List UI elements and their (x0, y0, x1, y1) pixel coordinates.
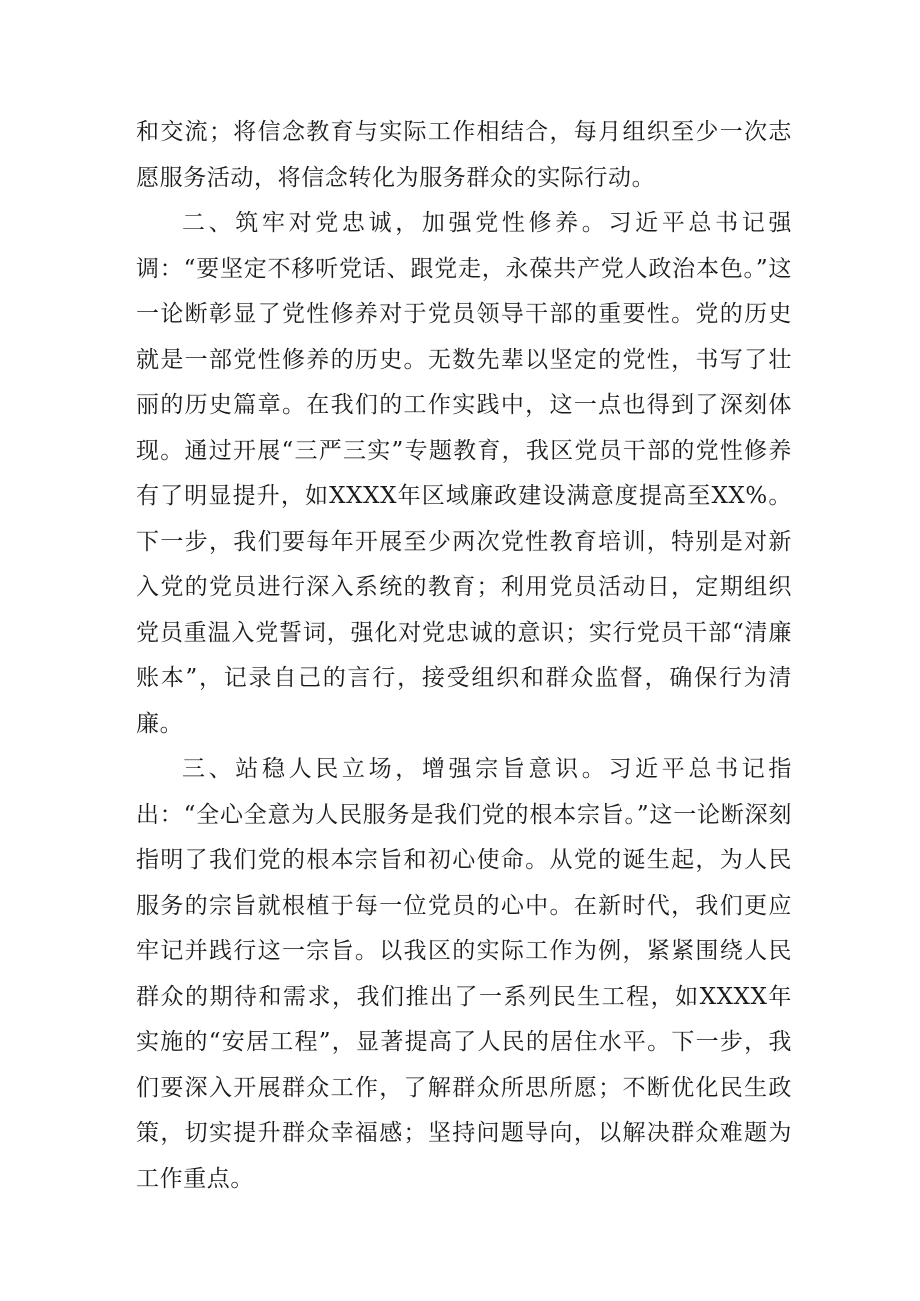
paragraph-section-two: 二、筑牢对党忠诚，加强党性修养。习近平总书记强调：“要坚定不移听党话、跟党走，永葆共产党人政治本色。”这一论断彰显了党性修养对于党员领导干部的重要性。党的历史就是一部党性修养的历史。无数先辈以坚定的党性，书写了壮丽的历史篇章。在我们的工作实践中，这一点也得到了深刻体现。通过开展“三严三实”专题教育，我区党员干部的党性修养有了明显提升，如XXXX年区域廉政建设满意度提高至XX%。下一步，我们要每年开展至少两次党性教育培训，特别是对新入党的党员进行深入系统的教育；利用党员活动日，定期组织党员重温入党誓词，强化对党忠诚的意识；实行党员干部“清廉账本”，记录自己的言行，接受组织和群众监督，确保行为清廉。 (136, 210, 792, 737)
document-body (136, 110, 792, 1202)
paragraph-section-three: 三、站稳人民立场，增强宗旨意识。习近平总书记指出：“全心全意为人民服务是我们党的根本宗旨。”这一论断深刻指明了我们党的根本宗旨和初心使命。从党的诞生起，为人民服务的宗旨就根植于每一位党员的心中。在新时代，我们更应牢记并践行这一宗旨。以我区的实际工作为例，紧紧围绕人民群众的期待和需求，我们推出了一系列民生工程，如XXXX年实施的“安居工程”，显著提高了人民的居住水平。下一步，我们要深入开展群众工作，了解群众所思所愿；不断优化民生政策，切实提升群众幸福感；坚持问题导向，以解决群众难题为工作重点。 (136, 756, 792, 1192)
paragraph-continuation: 和交流；将信念教育与实际工作相结合，每月组织至少一次志愿服务活动，将信念转化为服务群众的实际行动。 (136, 119, 792, 191)
